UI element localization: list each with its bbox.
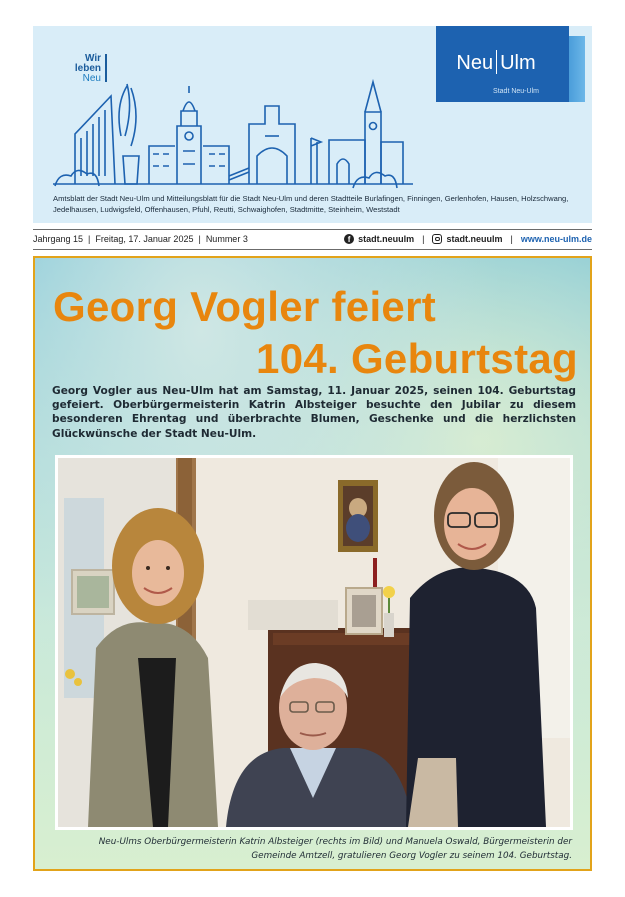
divider-top [33,229,592,230]
photo-illustration [58,458,570,827]
divider-bottom [33,249,592,250]
caption-line-2: Gemeinde Amtzell, gratulieren Georg Vogler zu seinem 104. Geburtstag. [251,850,572,861]
article-photo [55,455,573,830]
masthead [33,26,592,223]
social-links: f stadt.neuulm | stadt.neuulm | www.neu-ulm.de [344,234,592,244]
caption-line-1: Neu-Ulms Oberbürgermeisterin Katrin Albsteiger (rechts im Bild) und Manuela Oswald, Bürgermeisterin der [98,837,572,847]
issue-date: Freitag, 17. Januar 2025 [95,234,194,244]
facebook-icon: f [344,234,354,244]
headline-line-1: Georg Vogler feiert [53,283,437,330]
tagline-line-2: leben [74,63,101,74]
headline-line-2: 104. Geburtstag [256,335,578,382]
article-card [33,256,592,871]
logo-separator [496,50,497,74]
issue-number: Nummer 3 [205,234,248,244]
issue-volume: Jahrgang 15 [33,234,84,244]
city-logo [436,26,569,102]
facebook-handle[interactable]: stadt.neuulm [358,234,415,244]
logo-text-left: Neu [456,52,494,74]
tagline-line-1: Wir [84,53,101,64]
photo-caption [75,836,572,863]
logo-text-right: Ulm [500,52,536,74]
website-link[interactable]: www.neu-ulm.de [520,234,592,244]
city-skyline-icon [53,73,413,191]
instagram-icon [432,234,442,244]
article-lead: Georg Vogler aus Neu-Ulm hat am Samstag, 11. Januar 2025, seinen 104. Geburtstag gefeiert. Oberbürgermeisterin Katrin Albsteiger besuchte den Jubilar zu diesem besonderen Ehrentag und überbrachte Blumen, Geschenke und die herzlichsten Glückwünsche der Stadt Neu-Ulm. [52,385,576,440]
logo-subtitle: Stadt Neu-Ulm [493,88,539,95]
issue-info: Jahrgang 15 | Freitag, 17. Januar 2025 | Nummer 3 [33,234,248,244]
tagline-line-3: Neu [82,73,101,84]
masthead-description: Amtsblatt der Stadt Neu-Ulm und Mitteilungsblatt für die Stadt Neu-Ulm und deren Stadtteile Burlafingen, Finningen, Gerlenhofen, Hausen, Holzschwang, Jedelhausen, Ludwigsfeld, Offenhausen, Pfuhl, Reutti, Schwaighofen, Stadtmitte, Steinheim, Weststadt [53,194,569,214]
instagram-handle[interactable]: stadt.neuulm [446,234,503,244]
logo-wordmark [436,50,556,75]
